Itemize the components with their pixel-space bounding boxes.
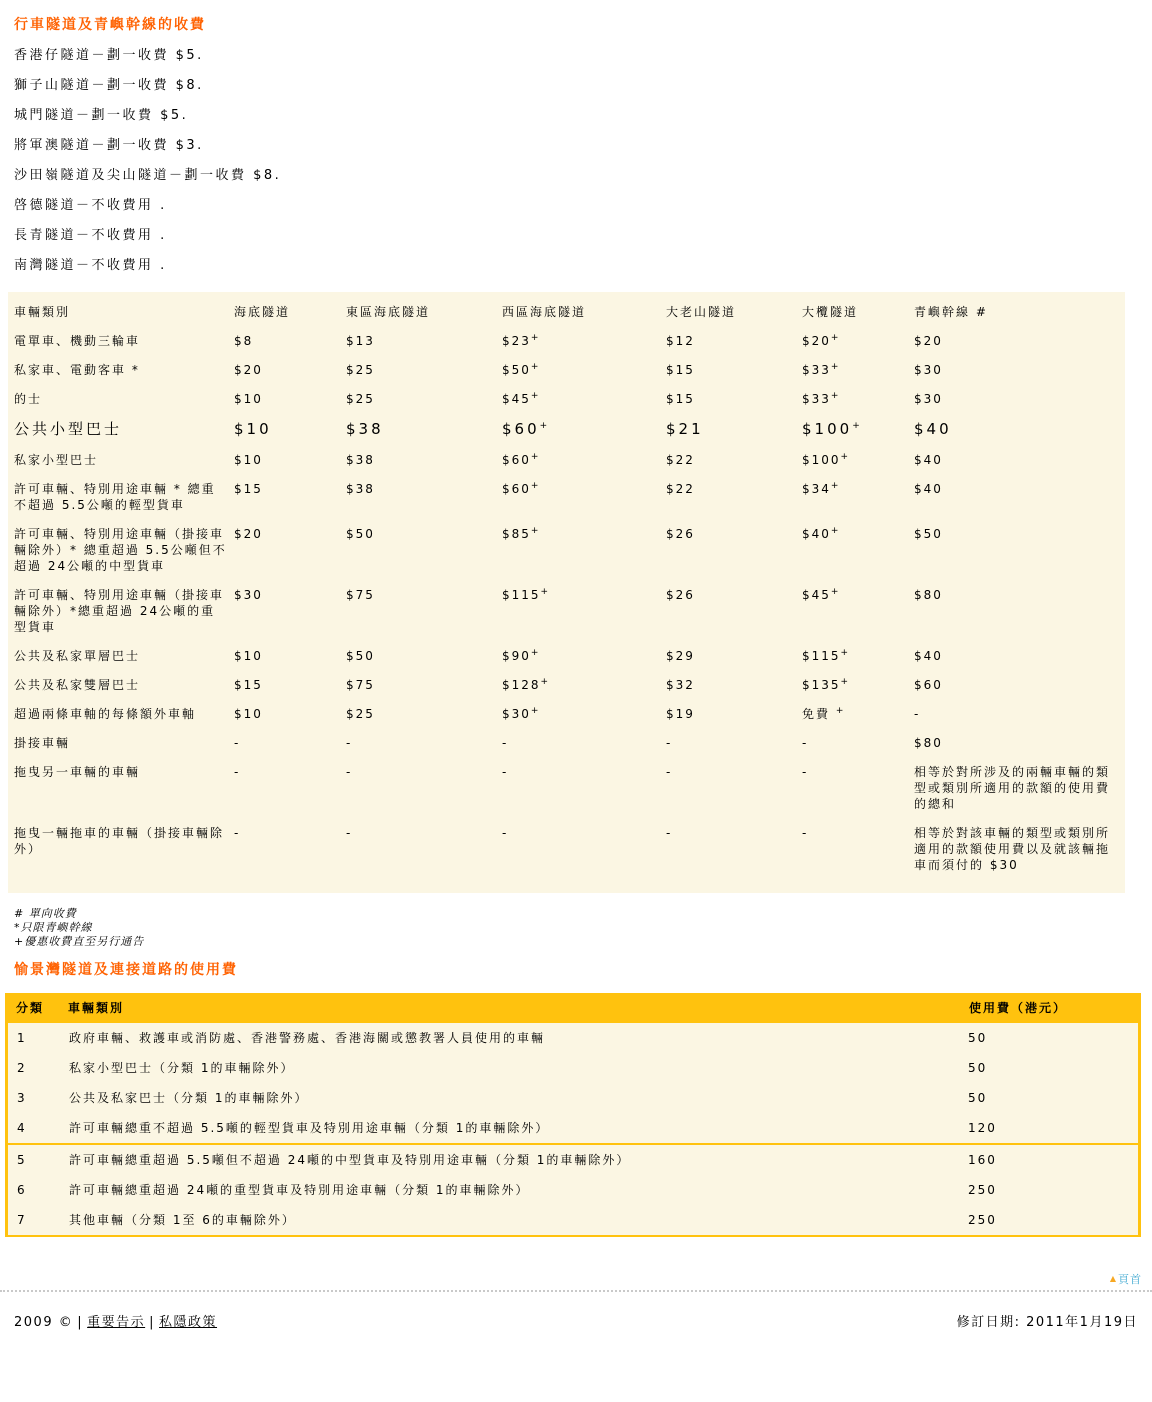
up-arrow-icon: ▲ <box>1109 1274 1116 1283</box>
toll-cell: $15 <box>234 678 263 692</box>
toll-cell: $12 <box>666 334 695 348</box>
back-to-top <box>0 1271 1142 1287</box>
pipe-separator: | <box>77 1315 84 1330</box>
fee-table-body <box>5 1023 1141 1237</box>
toll-row-label: 掛接車輛 <box>14 736 71 750</box>
important-notices-link[interactable]: 重要告示 <box>87 1315 146 1330</box>
fee-vehicle-label: 政府車輛、救護車或消防處、香港警務處、香港海關或懲教署人員使用的車輛 <box>69 1031 546 1045</box>
toll-cell: $128+ <box>502 677 551 692</box>
toll-cell: $45+ <box>502 391 541 406</box>
toll-row-label: 公共及私家雙層巴士 <box>14 678 141 692</box>
intro-line: 香港仔隧道－劃一收費 $5. <box>14 48 204 63</box>
revision-date: 修訂日期: 2011年1月19日 <box>956 1315 1138 1330</box>
toll-cell: $30 <box>914 392 943 406</box>
fee-class-number: 4 <box>17 1121 27 1135</box>
fee-vehicle-label: 許可車輛總重超過 5.5噸但不超過 24噸的中型貨車及特別用途車輛（分類 1的車輛除外） <box>69 1153 631 1167</box>
toll-row-label: 私家車、電動客車 * <box>14 363 140 377</box>
privacy-policy-link[interactable]: 私隱政策 <box>159 1315 218 1330</box>
footer <box>0 1292 1152 1330</box>
toll-cell: $40 <box>914 482 943 496</box>
fee-amount: 160 <box>968 1153 997 1167</box>
toll-cell: - <box>346 826 353 840</box>
toll-cell: $30 <box>234 588 263 602</box>
toll-table-row <box>8 407 1125 439</box>
column-header-fee: 使用費（港元） <box>969 1001 1068 1015</box>
toll-row-label: 超過兩條車軸的每條額外車軸 <box>14 707 197 721</box>
toll-table-row <box>8 349 1125 378</box>
fee-amount: 50 <box>968 1091 988 1105</box>
fee-vehicle-label: 私家小型巴士（分類 1的車輛除外） <box>69 1061 295 1075</box>
fee-class-number: 1 <box>17 1031 27 1045</box>
pipe-separator: | <box>149 1315 156 1330</box>
toll-cell: $34+ <box>802 481 841 496</box>
toll-table-row <box>8 635 1125 664</box>
toll-cell: $20 <box>234 527 263 541</box>
toll-cell: - <box>502 826 509 840</box>
toll-cell: - <box>914 707 921 721</box>
fee-class-number: 6 <box>17 1183 27 1197</box>
toll-cell: $50+ <box>502 362 541 377</box>
fee-class-number: 2 <box>17 1061 27 1075</box>
toll-cell: $60 <box>914 678 943 692</box>
toll-cell: $33+ <box>802 362 841 377</box>
toll-cell: $60+ <box>502 452 541 467</box>
toll-table-wrap <box>8 292 1125 893</box>
fee-class-number: 7 <box>17 1213 27 1227</box>
toll-cell: $15 <box>666 363 695 377</box>
toll-column-header: 大老山隧道 <box>666 305 737 319</box>
toll-table-body <box>8 320 1125 873</box>
toll-row-label: 公共及私家單層巴士 <box>14 649 141 663</box>
toll-cell: - <box>802 736 809 750</box>
toll-cell: $10 <box>234 420 272 438</box>
page-title-tunnel-tolls: 行車隧道及青嶼幹線的收費 <box>14 17 206 33</box>
toll-column-header: 海底隧道 <box>234 305 291 319</box>
footnote: # 單向收費 <box>14 907 77 920</box>
toll-cell: $135+ <box>802 677 851 692</box>
toll-cell: - <box>234 765 241 779</box>
intro-line: 將軍澳隧道－劃一收費 $3. <box>14 138 204 153</box>
toll-cell: 相等於對所涉及的兩輛車輛的類型或類別所適用的款額的使用費的總和 <box>914 765 1111 811</box>
toll-cell: $38 <box>346 482 375 496</box>
toll-cell: $22 <box>666 482 695 496</box>
toll-table-row <box>8 574 1125 635</box>
intro-line: 城門隧道－劃一收費 $5. <box>14 108 189 123</box>
toll-column-header: 西區海底隧道 <box>502 305 587 319</box>
fee-table <box>5 993 1141 1237</box>
toll-column-header: 東區海底隧道 <box>346 305 431 319</box>
fee-table-row <box>8 1143 1138 1175</box>
toll-cell: $10 <box>234 707 263 721</box>
toll-cell: $29 <box>666 649 695 663</box>
toll-cell: $100+ <box>802 420 863 438</box>
toll-cell: $10 <box>234 649 263 663</box>
toll-table-row <box>8 320 1125 349</box>
toll-cell: $32 <box>666 678 695 692</box>
toll-cell: $26 <box>666 527 695 541</box>
back-to-top-link[interactable]: 頁首 <box>1118 1273 1142 1286</box>
toll-row-label: 電單車、機動三輪車 <box>14 334 141 348</box>
toll-cell: $115+ <box>502 587 551 602</box>
fee-amount: 250 <box>968 1213 997 1227</box>
toll-row-label: 拖曳一輛拖車的車輛（掛接車輛除外） <box>14 826 225 856</box>
toll-cell: $80 <box>914 588 943 602</box>
toll-cell: $40 <box>914 420 952 438</box>
toll-cell: $38 <box>346 453 375 467</box>
fee-table-row <box>8 1205 1138 1235</box>
toll-cell: $23+ <box>502 333 541 348</box>
toll-cell: $30+ <box>502 706 541 721</box>
fee-amount: 50 <box>968 1031 988 1045</box>
toll-table <box>8 292 1125 873</box>
toll-cell: $10 <box>234 392 263 406</box>
toll-cell: $115+ <box>802 648 851 663</box>
toll-cell: $21 <box>666 420 704 438</box>
toll-row-label: 私家小型巴士 <box>14 453 99 467</box>
toll-cell: $15 <box>234 482 263 496</box>
toll-cell: $40 <box>914 453 943 467</box>
footnote: *只限青嶼幹線 <box>14 921 93 934</box>
toll-cell: $80 <box>914 736 943 750</box>
toll-cell: $85+ <box>502 526 541 541</box>
toll-cell: $22 <box>666 453 695 467</box>
intro-line: 沙田嶺隧道及尖山隧道－劃一收費 $8. <box>14 168 282 183</box>
toll-table-row <box>8 513 1125 574</box>
fee-table-row <box>8 1053 1138 1083</box>
toll-cell: $33+ <box>802 391 841 406</box>
toll-cell: $25 <box>346 363 375 377</box>
toll-cell: - <box>234 826 241 840</box>
toll-column-header: 車輛類別 <box>14 305 71 319</box>
toll-cell: - <box>802 765 809 779</box>
toll-table-row <box>8 439 1125 468</box>
toll-cell: $75 <box>346 588 375 602</box>
toll-cell: 免費 + <box>802 706 846 721</box>
toll-column-header: 青嶼幹線 # <box>914 305 988 319</box>
toll-cell: $19 <box>666 707 695 721</box>
fee-vehicle-label: 公共及私家巴士（分類 1的車輛除外） <box>69 1091 309 1105</box>
fee-vehicle-label: 許可車輛總重不超過 5.5噸的輕型貨車及特別用途車輛（分類 1的車輛除外） <box>69 1121 550 1135</box>
toll-cell: - <box>346 736 353 750</box>
toll-table-row <box>8 722 1125 751</box>
toll-cell: - <box>666 736 673 750</box>
toll-table-header <box>8 292 1125 320</box>
toll-table-row <box>8 812 1125 873</box>
toll-table-row <box>8 693 1125 722</box>
toll-cell: $40+ <box>802 526 841 541</box>
toll-row-label: 許可車輛、特別用途車輛（掛接車輛除外）* 總重超過 5.5公噸但不超過 24公噸的中型貨車 <box>14 527 227 573</box>
fee-table-row <box>8 1175 1138 1205</box>
toll-table-row <box>8 378 1125 407</box>
toll-cell: $100+ <box>802 452 851 467</box>
fee-table-row <box>8 1113 1138 1143</box>
toll-row-label: 許可車輛、特別用途車輛 * 總重不超過 5.5公噸的輕型貨車 <box>14 482 216 512</box>
intro-line: 南灣隧道－不收費用 . <box>14 258 167 273</box>
column-header-vehicle: 車輛類別 <box>68 1001 125 1015</box>
toll-cell: - <box>502 736 509 750</box>
toll-cell: $15 <box>666 392 695 406</box>
toll-cell: $50 <box>346 527 375 541</box>
fee-vehicle-label: 其他車輛（分類 1至 6的車輛除外） <box>69 1213 296 1227</box>
intro-line: 長青隧道－不收費用 . <box>14 228 167 243</box>
footnotes <box>14 907 1152 949</box>
toll-cell: $26 <box>666 588 695 602</box>
fee-class-number: 3 <box>17 1091 27 1105</box>
copyright-text: 2009 © <box>14 1315 74 1330</box>
toll-cell: $8 <box>234 334 254 348</box>
toll-cell: $30 <box>914 363 943 377</box>
toll-cell: $13 <box>346 334 375 348</box>
toll-row-label: 許可車輛、特別用途車輛（掛接車輛除外）*總重超過 24公噸的重型貨車 <box>14 588 225 634</box>
toll-column-header: 大欖隧道 <box>802 305 859 319</box>
toll-row-label: 的士 <box>14 392 43 406</box>
toll-cell: $25 <box>346 707 375 721</box>
toll-cell: $50 <box>346 649 375 663</box>
footer-left <box>14 1311 217 1330</box>
toll-cell: $20 <box>234 363 263 377</box>
toll-cell: - <box>802 826 809 840</box>
toll-cell: $45+ <box>802 587 841 602</box>
fee-amount: 50 <box>968 1061 988 1075</box>
footnote: +優惠收費直至另行通告 <box>14 935 145 948</box>
toll-table-row <box>8 664 1125 693</box>
toll-cell: - <box>346 765 353 779</box>
column-header-class: 分類 <box>16 1001 45 1015</box>
page-title-discovery-bay: 愉景灣隧道及連接道路的使用費 <box>14 962 238 978</box>
toll-cell: - <box>666 765 673 779</box>
toll-row-label: 公共小型巴士 <box>14 420 123 438</box>
intro-line: 啓德隧道－不收費用 . <box>14 198 167 213</box>
toll-cell: $10 <box>234 453 263 467</box>
intro-line: 獅子山隧道－劃一收費 $8. <box>14 78 204 93</box>
fee-amount: 250 <box>968 1183 997 1197</box>
toll-cell: $60+ <box>502 420 551 438</box>
toll-cell: - <box>502 765 509 779</box>
toll-cell: $20 <box>914 334 943 348</box>
toll-cell: $20+ <box>802 333 841 348</box>
toll-cell: $90+ <box>502 648 541 663</box>
fee-class-number: 5 <box>17 1153 27 1167</box>
fee-table-row <box>8 1023 1138 1053</box>
fee-amount: 120 <box>968 1121 997 1135</box>
toll-row-label: 拖曳另一車輛的車輛 <box>14 765 141 779</box>
fee-table-header <box>5 993 1141 1023</box>
toll-cell: 相等於對該車輛的類型或類別所適用的款額使用費以及就該輛拖車而須付的 $30 <box>914 826 1111 872</box>
fee-table-row <box>8 1083 1138 1113</box>
toll-cell: $38 <box>346 420 384 438</box>
fee-vehicle-label: 許可車輛總重超過 24噸的重型貨車及特別用途車輛（分類 1的車輛除外） <box>69 1183 530 1197</box>
toll-cell: $60+ <box>502 481 541 496</box>
toll-cell: - <box>666 826 673 840</box>
toll-cell: - <box>234 736 241 750</box>
toll-table-row <box>8 751 1125 812</box>
toll-cell: $50 <box>914 527 943 541</box>
toll-cell: $40 <box>914 649 943 663</box>
toll-cell: $75 <box>346 678 375 692</box>
toll-cell: $25 <box>346 392 375 406</box>
toll-table-row <box>8 468 1125 513</box>
